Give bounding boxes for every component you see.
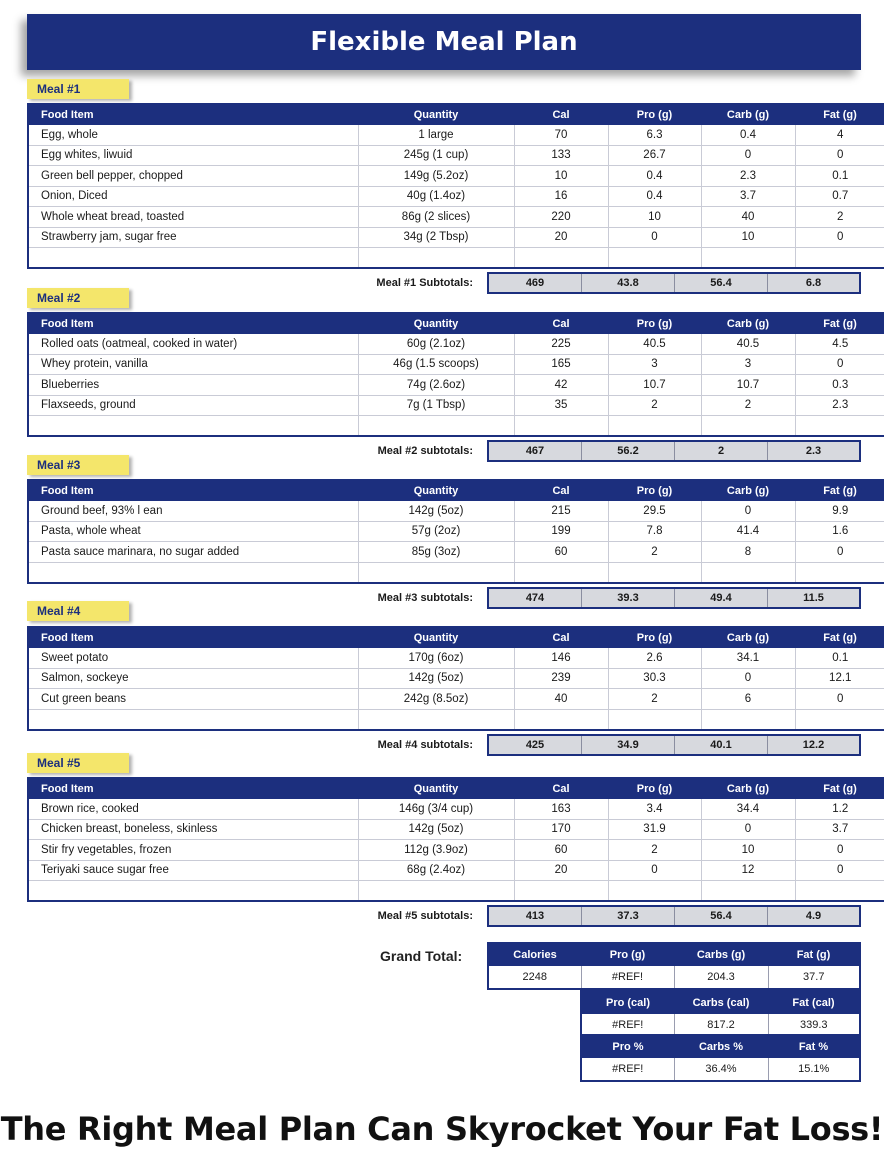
meal-table [27, 626, 884, 731]
column-header-cal: Cal [514, 778, 608, 799]
cell-pro: 0 [608, 227, 701, 248]
subtotal-label: Meal #5 subtotals: [377, 910, 473, 922]
meal-section [27, 479, 861, 609]
table-row [28, 542, 884, 563]
cell-food: Whey protein, vanilla [28, 354, 358, 375]
empty-cell [358, 881, 514, 902]
cell-pro: 26.7 [608, 145, 701, 166]
meal-subtotals [27, 272, 861, 294]
empty-cell [795, 709, 884, 730]
subtotal-carb: 40.1 [675, 736, 768, 754]
subtotal-pro: 43.8 [582, 274, 675, 292]
cell-fat: 4 [795, 125, 884, 146]
cell-carb: 40.5 [701, 334, 795, 355]
cell-fat: 1.2 [795, 799, 884, 820]
cell-pro: 10.7 [608, 375, 701, 396]
column-header-food: Food Item [28, 480, 358, 501]
cell-carb: 0 [701, 145, 795, 166]
column-header-carb: Carb (g) [701, 627, 795, 648]
empty-cell [608, 709, 701, 730]
column-header-food: Food Item [28, 778, 358, 799]
pct-value-carbs: 36.4% [674, 1058, 768, 1081]
table-row [28, 668, 884, 689]
grand-header-pro: Pro (g) [581, 943, 674, 966]
subtotal-label: Meal #3 subtotals: [377, 591, 473, 604]
cell-food: Whole wheat bread, toasted [28, 207, 358, 228]
cell-carb: 34.4 [701, 799, 795, 820]
meal-section [27, 777, 861, 927]
cell-carb: 6 [701, 689, 795, 710]
empty-cell [701, 709, 795, 730]
column-header-fat: Fat (g) [795, 480, 884, 501]
cell-food: Strawberry jam, sugar free [28, 227, 358, 248]
subtotal-pro: 56.2 [582, 442, 675, 460]
subtotal-pro: 37.3 [582, 907, 675, 925]
subtotal-fat: 12.2 [768, 736, 859, 754]
empty-cell [608, 562, 701, 583]
subtotal-label: Meal #2 subtotals: [377, 445, 473, 457]
subtotal-carb: 49.4 [675, 589, 768, 607]
page-title: Flexible Meal Plan [27, 14, 861, 70]
cell-qty: 74g (2.6oz) [358, 375, 514, 396]
grand-total-table [487, 942, 861, 990]
empty-cell [358, 709, 514, 730]
cell-food: Green bell pepper, chopped [28, 166, 358, 187]
empty-cell [28, 562, 358, 583]
meal-label: Meal #4 [27, 601, 129, 621]
cell-carb: 2 [701, 395, 795, 416]
empty-cell [795, 248, 884, 269]
grand-value-carbs: 204.3 [674, 966, 768, 989]
cell-carb: 34.1 [701, 648, 795, 669]
cell-cal: 225 [514, 334, 608, 355]
table-row [28, 395, 884, 416]
column-header-qty: Quantity [358, 627, 514, 648]
calories-breakdown-table [580, 990, 861, 1038]
cell-qty: 1 large [358, 125, 514, 146]
cell-fat: 1.6 [795, 521, 884, 542]
empty-cell [795, 416, 884, 437]
cell-pro: 40.5 [608, 334, 701, 355]
cal-header-carbs: Carbs (cal) [674, 991, 768, 1014]
empty-cell [358, 416, 514, 437]
column-header-pro: Pro (g) [608, 627, 701, 648]
column-header-pro: Pro (g) [608, 313, 701, 334]
cell-fat: 9.9 [795, 501, 884, 522]
table-row [28, 354, 884, 375]
pct-value-pro: #REF! [581, 1058, 674, 1081]
cell-pro: 10 [608, 207, 701, 228]
cell-pro: 6.3 [608, 125, 701, 146]
cell-pro: 7.8 [608, 521, 701, 542]
table-row [28, 501, 884, 522]
pct-header-fat: Fat % [768, 1035, 860, 1058]
meal-table [27, 103, 884, 269]
column-header-qty: Quantity [358, 313, 514, 334]
empty-cell [701, 562, 795, 583]
table-row [28, 375, 884, 396]
cal-value-carbs: 817.2 [674, 1014, 768, 1037]
cell-cal: 10 [514, 166, 608, 187]
empty-cell [514, 881, 608, 902]
cell-qty: 7g (1 Tbsp) [358, 395, 514, 416]
cell-food: Ground beef, 93% l ean [28, 501, 358, 522]
cell-pro: 2 [608, 840, 701, 861]
cell-qty: 149g (5.2oz) [358, 166, 514, 187]
cell-pro: 2 [608, 395, 701, 416]
meal-label: Meal #5 [27, 753, 129, 773]
cell-pro: 2 [608, 689, 701, 710]
cell-qty: 112g (3.9oz) [358, 840, 514, 861]
cell-food: Egg, whole [28, 125, 358, 146]
cell-fat: 0.1 [795, 166, 884, 187]
cell-pro: 31.9 [608, 819, 701, 840]
cell-fat: 0 [795, 354, 884, 375]
table-row [28, 166, 884, 187]
empty-row [28, 248, 884, 269]
subtotal-cal: 474 [489, 589, 582, 607]
cell-cal: 133 [514, 145, 608, 166]
meal-section [27, 626, 861, 756]
column-header-carb: Carb (g) [701, 480, 795, 501]
column-header-pro: Pro (g) [608, 778, 701, 799]
cell-qty: 142g (5oz) [358, 501, 514, 522]
column-header-carb: Carb (g) [701, 778, 795, 799]
column-header-cal: Cal [514, 104, 608, 125]
cal-header-fat: Fat (cal) [768, 991, 860, 1014]
cell-food: Pasta sauce marinara, no sugar added [28, 542, 358, 563]
cell-qty: 40g (1.4oz) [358, 186, 514, 207]
grand-header-calories: Calories [488, 943, 581, 966]
subtotal-pro: 39.3 [582, 589, 675, 607]
subtotal-cal: 425 [489, 736, 582, 754]
empty-cell [514, 562, 608, 583]
cal-value-pro: #REF! [581, 1014, 674, 1037]
column-header-fat: Fat (g) [795, 313, 884, 334]
empty-cell [514, 416, 608, 437]
meal-section [27, 103, 861, 294]
cell-qty: 86g (2 slices) [358, 207, 514, 228]
column-header-pro: Pro (g) [608, 480, 701, 501]
subtotal-label: Meal #4 subtotals: [377, 738, 473, 751]
cell-cal: 239 [514, 668, 608, 689]
cell-qty: 142g (5oz) [358, 668, 514, 689]
empty-cell [608, 248, 701, 269]
cell-food: Sweet potato [28, 648, 358, 669]
cell-food: Chicken breast, boneless, skinless [28, 819, 358, 840]
cell-food: Flaxseeds, ground [28, 395, 358, 416]
cell-food: Egg whites, liwuid [28, 145, 358, 166]
cell-food: Pasta, whole wheat [28, 521, 358, 542]
meal-table [27, 312, 884, 437]
pct-header-carbs: Carbs % [674, 1035, 768, 1058]
cell-qty: 146g (3/4 cup) [358, 799, 514, 820]
cell-cal: 163 [514, 799, 608, 820]
cell-cal: 165 [514, 354, 608, 375]
subtotal-carb: 56.4 [675, 274, 768, 292]
cell-food: Stir fry vegetables, frozen [28, 840, 358, 861]
grand-total-label: Grand Total: [380, 948, 463, 964]
cell-carb: 12 [701, 860, 795, 881]
cell-pro: 2 [608, 542, 701, 563]
cell-pro: 0.4 [608, 166, 701, 187]
cell-food: Teriyaki sauce sugar free [28, 860, 358, 881]
empty-cell [701, 881, 795, 902]
meal-label: Meal #3 [27, 455, 129, 475]
meal-table [27, 777, 884, 902]
cell-carb: 8 [701, 542, 795, 563]
table-row [28, 689, 884, 710]
cell-food: Salmon, sockeye [28, 668, 358, 689]
cell-food: Cut green beans [28, 689, 358, 710]
grand-header-fat: Fat (g) [768, 943, 860, 966]
subtotal-fat: 4.9 [768, 907, 859, 925]
column-header-fat: Fat (g) [795, 627, 884, 648]
cell-carb: 40 [701, 207, 795, 228]
meal-label: Meal #1 [27, 79, 129, 99]
meal-subtotals [27, 440, 861, 462]
column-header-qty: Quantity [358, 104, 514, 125]
column-header-cal: Cal [514, 627, 608, 648]
cell-food: Onion, Diced [28, 186, 358, 207]
cell-cal: 20 [514, 860, 608, 881]
cell-cal: 60 [514, 840, 608, 861]
column-header-cal: Cal [514, 313, 608, 334]
column-header-qty: Quantity [358, 778, 514, 799]
empty-row [28, 881, 884, 902]
table-row [28, 186, 884, 207]
column-header-cal: Cal [514, 480, 608, 501]
cell-food: Rolled oats (oatmeal, cooked in water) [28, 334, 358, 355]
cell-food: Brown rice, cooked [28, 799, 358, 820]
subtotal-carb: 56.4 [675, 907, 768, 925]
cell-pro: 2.6 [608, 648, 701, 669]
empty-cell [608, 416, 701, 437]
percent-breakdown-table [580, 1034, 861, 1082]
meal-subtotals [27, 905, 861, 927]
cell-carb: 10 [701, 227, 795, 248]
subtotal-fat: 11.5 [768, 589, 859, 607]
cell-qty: 60g (2.1oz) [358, 334, 514, 355]
table-row [28, 207, 884, 228]
pct-value-fat: 15.1% [768, 1058, 860, 1081]
grand-value-calories: 2248 [488, 966, 581, 989]
table-row [28, 145, 884, 166]
empty-row [28, 562, 884, 583]
empty-row [28, 709, 884, 730]
cell-carb: 0 [701, 668, 795, 689]
subtotal-cal: 413 [489, 907, 582, 925]
empty-cell [28, 709, 358, 730]
cell-pro: 0.4 [608, 186, 701, 207]
cell-qty: 85g (3oz) [358, 542, 514, 563]
cell-fat: 0 [795, 860, 884, 881]
cell-carb: 0 [701, 501, 795, 522]
cell-qty: 57g (2oz) [358, 521, 514, 542]
subtotal-fat: 6.8 [768, 274, 859, 292]
empty-cell [795, 881, 884, 902]
cell-pro: 3 [608, 354, 701, 375]
cell-fat: 0.3 [795, 375, 884, 396]
column-header-carb: Carb (g) [701, 313, 795, 334]
table-row [28, 521, 884, 542]
cell-pro: 29.5 [608, 501, 701, 522]
pct-header-pro: Pro % [581, 1035, 674, 1058]
column-header-food: Food Item [28, 104, 358, 125]
cell-cal: 60 [514, 542, 608, 563]
tagline: The Right Meal Plan Can Skyrocket Your Fat Loss! [0, 1110, 884, 1148]
cell-cal: 70 [514, 125, 608, 146]
cell-fat: 4.5 [795, 334, 884, 355]
table-row [28, 227, 884, 248]
table-row [28, 840, 884, 861]
grand-value-fat: 37.7 [768, 966, 860, 989]
cell-qty: 34g (2 Tbsp) [358, 227, 514, 248]
cell-cal: 35 [514, 395, 608, 416]
table-row [28, 125, 884, 146]
grand-value-pro: #REF! [581, 966, 674, 989]
table-row [28, 799, 884, 820]
empty-cell [28, 416, 358, 437]
subtotal-pro: 34.9 [582, 736, 675, 754]
cell-qty: 68g (2.4oz) [358, 860, 514, 881]
column-header-fat: Fat (g) [795, 778, 884, 799]
cell-carb: 0.4 [701, 125, 795, 146]
cell-fat: 0 [795, 689, 884, 710]
cell-cal: 146 [514, 648, 608, 669]
cell-fat: 0 [795, 542, 884, 563]
cell-carb: 10.7 [701, 375, 795, 396]
subtotal-carb: 2 [675, 442, 768, 460]
cell-fat: 0 [795, 227, 884, 248]
cell-carb: 2.3 [701, 166, 795, 187]
cell-qty: 142g (5oz) [358, 819, 514, 840]
cell-pro: 0 [608, 860, 701, 881]
cal-header-pro: Pro (cal) [581, 991, 674, 1014]
cell-cal: 16 [514, 186, 608, 207]
subtotal-label: Meal #1 Subtotals: [376, 277, 473, 289]
cell-qty: 242g (8.5oz) [358, 689, 514, 710]
cell-cal: 40 [514, 689, 608, 710]
meal-section [27, 312, 861, 462]
cell-carb: 3 [701, 354, 795, 375]
cell-cal: 199 [514, 521, 608, 542]
cell-fat: 2 [795, 207, 884, 228]
cell-fat: 0.1 [795, 648, 884, 669]
meal-table [27, 479, 884, 584]
empty-cell [514, 709, 608, 730]
column-header-fat: Fat (g) [795, 104, 884, 125]
empty-cell [608, 881, 701, 902]
cal-value-fat: 339.3 [768, 1014, 860, 1037]
cell-fat: 0.7 [795, 186, 884, 207]
subtotal-cal: 467 [489, 442, 582, 460]
cell-carb: 10 [701, 840, 795, 861]
subtotal-cal: 469 [489, 274, 582, 292]
cell-carb: 3.7 [701, 186, 795, 207]
cell-cal: 20 [514, 227, 608, 248]
cell-fat: 0 [795, 145, 884, 166]
subtotal-fat: 2.3 [768, 442, 859, 460]
meal-label: Meal #2 [27, 288, 129, 308]
cell-carb: 41.4 [701, 521, 795, 542]
empty-cell [28, 881, 358, 902]
empty-cell [358, 562, 514, 583]
cell-fat: 0 [795, 840, 884, 861]
cell-cal: 170 [514, 819, 608, 840]
cell-cal: 215 [514, 501, 608, 522]
empty-cell [514, 248, 608, 269]
cell-food: Blueberries [28, 375, 358, 396]
column-header-food: Food Item [28, 627, 358, 648]
table-row [28, 648, 884, 669]
table-row [28, 334, 884, 355]
column-header-pro: Pro (g) [608, 104, 701, 125]
table-row [28, 819, 884, 840]
column-header-carb: Carb (g) [701, 104, 795, 125]
cell-qty: 170g (6oz) [358, 648, 514, 669]
empty-cell [701, 248, 795, 269]
cell-pro: 30.3 [608, 668, 701, 689]
empty-cell [795, 562, 884, 583]
cell-fat: 12.1 [795, 668, 884, 689]
meal-subtotals [27, 587, 861, 609]
empty-cell [28, 248, 358, 269]
cell-fat: 2.3 [795, 395, 884, 416]
empty-row [28, 416, 884, 437]
column-header-food: Food Item [28, 313, 358, 334]
cell-fat: 3.7 [795, 819, 884, 840]
cell-cal: 42 [514, 375, 608, 396]
cell-cal: 220 [514, 207, 608, 228]
table-row [28, 860, 884, 881]
cell-pro: 3.4 [608, 799, 701, 820]
cell-carb: 0 [701, 819, 795, 840]
cell-qty: 245g (1 cup) [358, 145, 514, 166]
meal-subtotals [27, 734, 861, 756]
cell-qty: 46g (1.5 scoops) [358, 354, 514, 375]
empty-cell [358, 248, 514, 269]
grand-header-carbs: Carbs (g) [674, 943, 768, 966]
column-header-qty: Quantity [358, 480, 514, 501]
empty-cell [701, 416, 795, 437]
